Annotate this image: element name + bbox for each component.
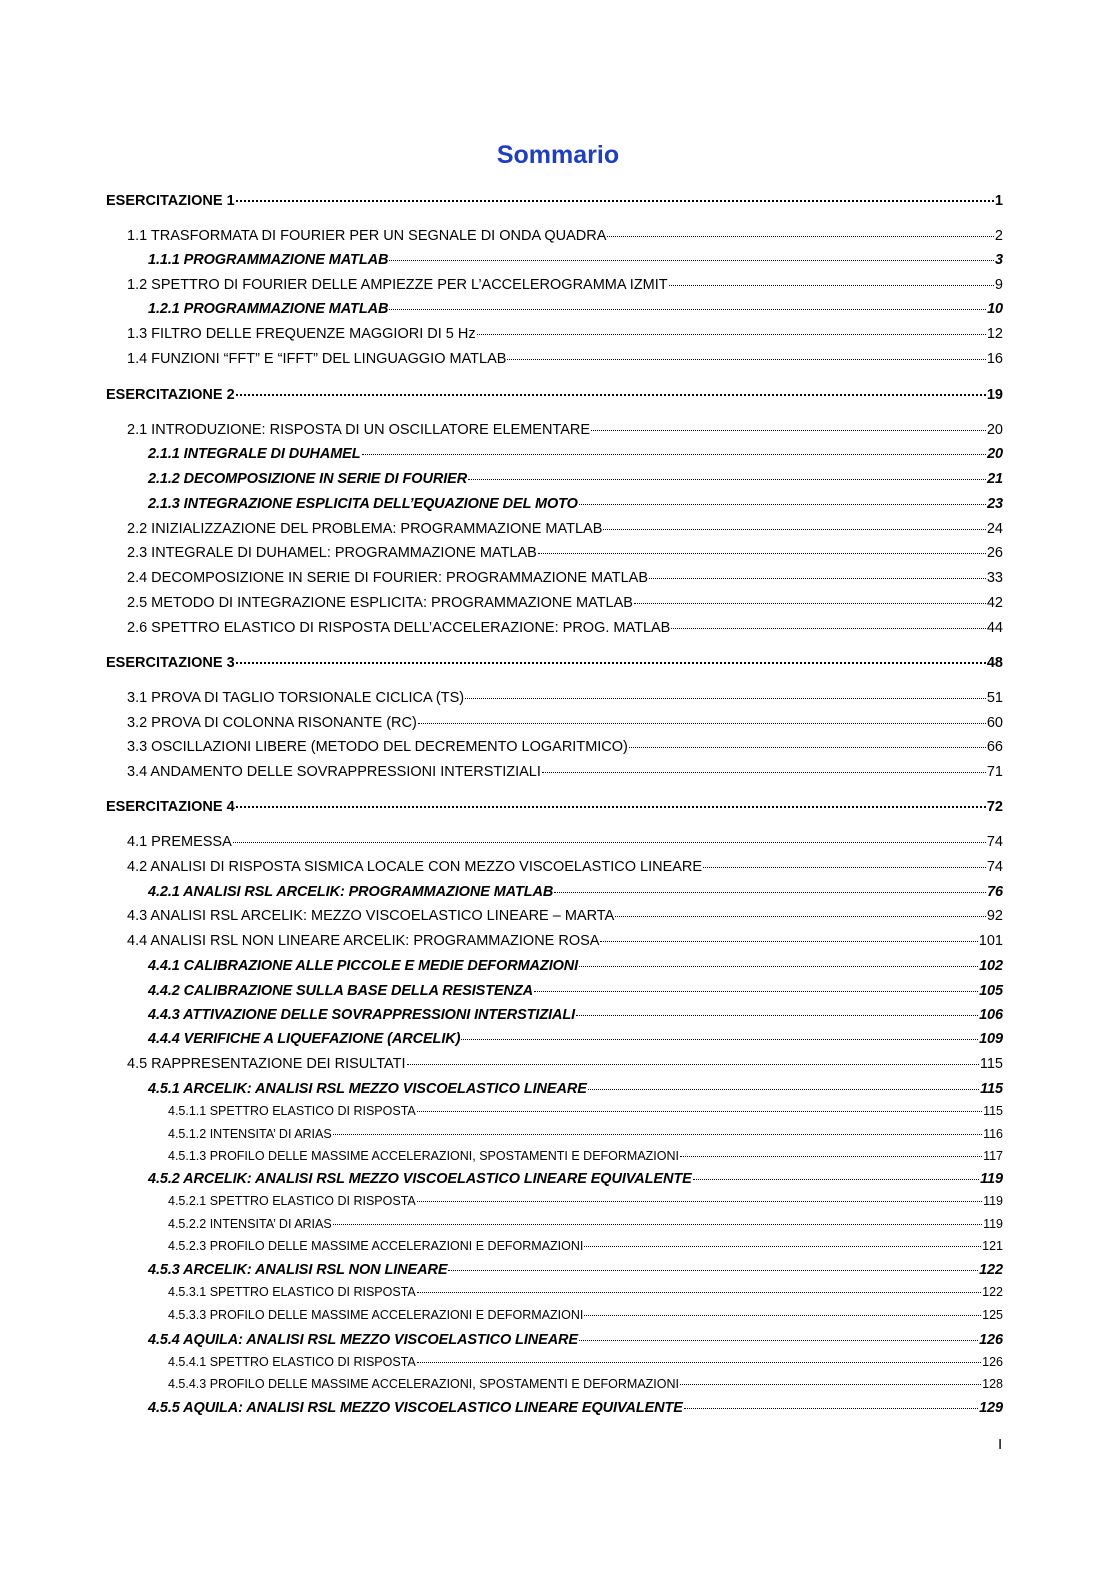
dot-leader xyxy=(538,553,986,554)
toc-entry-title: 4.2 ANALISI DI RISPOSTA SISMICA LOCALE CON MEZZO VISCOELASTICO LINEARE xyxy=(127,859,703,875)
toc-entry[interactable] xyxy=(148,252,1003,268)
toc-entry-page: 51 xyxy=(986,690,1003,706)
toc-entry-page: 12 xyxy=(986,326,1003,342)
toc-entry-page: 76 xyxy=(987,884,1003,900)
dot-leader xyxy=(468,479,986,480)
toc-entry-title: 2.3 INTEGRALE DI DUHAMEL: PROGRAMMAZIONE MATLAB xyxy=(127,545,537,561)
dot-leader xyxy=(417,1111,982,1112)
dot-leader xyxy=(649,578,986,579)
toc-entry-title: 4.5.1 ARCELIK: ANALISI RSL MEZZO VISCOELASTICO LINEARE xyxy=(148,1081,587,1097)
toc-entry-page: 72 xyxy=(986,799,1003,815)
dot-leader xyxy=(615,916,986,917)
toc-entry-page: 119 xyxy=(983,1194,1003,1208)
dot-leader xyxy=(591,430,986,431)
dot-leader xyxy=(236,662,986,664)
dot-leader xyxy=(629,747,986,748)
toc-entry-title: 4.5.2.3 PROFILO DELLE MASSIME ACCELERAZIONI E DEFORMAZIONI xyxy=(168,1239,584,1253)
toc-entry-title: 4.5.2.1 SPETTRO ELASTICO DI RISPOSTA xyxy=(168,1194,416,1208)
toc-entry[interactable] xyxy=(127,834,1003,850)
dot-leader xyxy=(418,723,986,724)
toc-entry-title: 4.5 RAPPRESENTAZIONE DEI RISULTATI xyxy=(127,1056,406,1072)
toc-entry-page: 115 xyxy=(979,1056,1003,1072)
toc-entry[interactable] xyxy=(127,620,1003,636)
toc-entry-page: 26 xyxy=(986,545,1003,561)
toc-entry[interactable] xyxy=(168,1239,1003,1253)
dot-leader xyxy=(703,867,986,868)
dot-leader xyxy=(236,394,986,396)
toc-entry-page: 109 xyxy=(979,1031,1003,1047)
toc-entry-page: 119 xyxy=(983,1217,1003,1231)
toc-entry[interactable] xyxy=(168,1308,1003,1322)
toc-entry-title: 4.4.4 VERIFICHE A LIQUEFAZIONE (ARCELIK) xyxy=(148,1031,461,1047)
dot-leader xyxy=(603,529,985,530)
toc-entry[interactable] xyxy=(168,1149,1003,1163)
toc-entry-title: 3.4 ANDAMENTO DELLE SOVRAPPRESSIONI INTERSTIZIALI xyxy=(127,764,541,780)
toc-entry[interactable] xyxy=(127,545,1003,561)
dot-leader xyxy=(507,359,985,360)
dot-leader xyxy=(680,1384,981,1385)
toc-entry-title: ESERCITAZIONE 4 xyxy=(106,799,235,815)
toc-entry-page: 128 xyxy=(982,1377,1003,1391)
toc-entry-title: 4.5.2.2 INTENSITA’ DI ARIAS xyxy=(168,1217,332,1231)
toc-entry-page: 33 xyxy=(986,570,1003,586)
toc-entry-page: 126 xyxy=(979,1332,1003,1348)
dot-leader xyxy=(579,966,978,967)
dot-leader xyxy=(584,1246,981,1247)
dot-leader xyxy=(461,1039,978,1040)
dot-leader xyxy=(407,1064,979,1065)
toc-entry-page: 10 xyxy=(987,301,1003,317)
dot-leader xyxy=(233,842,986,843)
dot-leader xyxy=(671,628,986,629)
toc-entry[interactable] xyxy=(168,1127,1003,1141)
toc-entry-page: 74 xyxy=(986,834,1003,850)
toc-entry-page: 117 xyxy=(983,1149,1003,1163)
toc-entry[interactable] xyxy=(148,446,1003,462)
dot-leader xyxy=(417,1362,981,1363)
toc-entry[interactable] xyxy=(148,496,1003,512)
toc-entry-title: 2.5 METODO DI INTEGRAZIONE ESPLICITA: PROGRAMMAZIONE MATLAB xyxy=(127,595,633,611)
toc-entry-title: 3.3 OSCILLAZIONI LIBERE (METODO DEL DECREMENTO LOGARITMICO) xyxy=(127,739,628,755)
dot-leader xyxy=(333,1134,982,1135)
toc-entry-title: ESERCITAZIONE 2 xyxy=(106,387,235,403)
toc-entry-page: 122 xyxy=(982,1285,1003,1299)
dot-leader xyxy=(693,1179,980,1180)
toc-entry-title: 4.5.2 ARCELIK: ANALISI RSL MEZZO VISCOELASTICO LINEARE EQUIVALENTE xyxy=(148,1171,692,1187)
toc-entry-page: 122 xyxy=(979,1262,1003,1278)
toc-entry[interactable] xyxy=(127,1056,1003,1072)
toc-entry-title: 4.1 PREMESSA xyxy=(127,834,232,850)
toc-entry-page: 20 xyxy=(986,422,1003,438)
toc-entry[interactable] xyxy=(106,193,1003,209)
toc-entry-page: 2 xyxy=(994,228,1003,244)
dot-leader xyxy=(584,1315,981,1316)
toc-entry-page: 20 xyxy=(987,446,1003,462)
toc-entry-title: 4.5.4.3 PROFILO DELLE MASSIME ACCELERAZIONI, SPOSTAMENTI E DEFORMAZIONI xyxy=(168,1377,679,1391)
toc-entry[interactable] xyxy=(168,1355,1003,1369)
toc-entry-title: 2.1 INTRODUZIONE: RISPOSTA DI UN OSCILLATORE ELEMENTARE xyxy=(127,422,591,438)
toc-entry[interactable] xyxy=(148,958,1003,974)
toc-entry[interactable] xyxy=(148,983,1003,999)
toc-entry-title: 4.4.3 ATTIVAZIONE DELLE SOVRAPPRESSIONI INTERSTIZIALI xyxy=(148,1007,576,1023)
toc-entry[interactable] xyxy=(148,1171,1003,1187)
toc-entry[interactable] xyxy=(127,521,1003,537)
toc-entry[interactable] xyxy=(106,655,1003,671)
toc-entry-page: 3 xyxy=(995,252,1003,268)
toc-entry[interactable] xyxy=(127,690,1003,706)
toc-entry-page: 106 xyxy=(979,1007,1003,1023)
dot-leader xyxy=(448,1270,978,1271)
dot-leader xyxy=(236,200,994,202)
dot-leader xyxy=(669,285,994,286)
toc-entry-page: 60 xyxy=(986,715,1003,731)
toc-entry[interactable] xyxy=(148,1332,1003,1348)
toc-entry-page: 16 xyxy=(986,351,1003,367)
dot-leader xyxy=(554,892,986,893)
toc-entry-page: 66 xyxy=(986,739,1003,755)
toc-entry[interactable] xyxy=(127,908,1003,924)
toc-entry-page: 101 xyxy=(978,933,1003,949)
toc-entry-page: 9 xyxy=(994,277,1003,293)
dot-leader xyxy=(417,1292,981,1293)
toc-entry[interactable] xyxy=(127,595,1003,611)
toc-entry[interactable] xyxy=(168,1104,1003,1118)
toc-entry[interactable] xyxy=(148,301,1003,317)
toc-entry-page: 105 xyxy=(979,983,1003,999)
toc-entry-page: 19 xyxy=(986,387,1003,403)
page-title: Sommario xyxy=(496,141,620,169)
toc-entry-title: 4.4 ANALISI RSL NON LINEARE ARCELIK: PROGRAMMAZIONE ROSA xyxy=(127,933,600,949)
toc-entry-title: 1.3 FILTRO DELLE FREQUENZE MAGGIORI DI 5 Hz xyxy=(127,326,476,342)
toc-entry-page: 23 xyxy=(987,496,1003,512)
dot-leader xyxy=(389,260,994,261)
dot-leader xyxy=(333,1224,982,1225)
toc-entry[interactable] xyxy=(148,884,1003,900)
dot-leader xyxy=(465,698,986,699)
toc-entry-page: 1 xyxy=(994,193,1003,209)
toc-entry-title: 3.1 PROVA DI TAGLIO TORSIONALE CICLICA (TS) xyxy=(127,690,465,706)
dot-leader xyxy=(634,603,986,604)
toc-entry[interactable] xyxy=(127,351,1003,367)
toc-entry-title: 4.5.3.1 SPETTRO ELASTICO DI RISPOSTA xyxy=(168,1285,416,1299)
dot-leader xyxy=(579,504,986,505)
dot-leader xyxy=(579,1340,978,1341)
toc-entry-page: 92 xyxy=(986,908,1003,924)
toc-entry-title: 2.1.1 INTEGRALE DI DUHAMEL xyxy=(148,446,361,462)
toc-entry-title: 2.4 DECOMPOSIZIONE IN SERIE DI FOURIER: PROGRAMMAZIONE MATLAB xyxy=(127,570,648,586)
toc-entry-page: 44 xyxy=(986,620,1003,636)
toc-entry[interactable] xyxy=(168,1377,1003,1391)
toc-entry[interactable] xyxy=(127,739,1003,755)
toc-entry-page: 116 xyxy=(983,1127,1003,1141)
toc-entry[interactable] xyxy=(148,1031,1003,1047)
toc-entry-page: 74 xyxy=(986,859,1003,875)
toc-entry[interactable] xyxy=(127,422,1003,438)
toc-entry-title: 1.2 SPETTRO DI FOURIER DELLE AMPIEZZE PER L’ACCELEROGRAMMA IZMIT xyxy=(127,277,668,293)
toc-entry-title: 4.5.1.3 PROFILO DELLE MASSIME ACCELERAZIONI, SPOSTAMENTI E DEFORMAZIONI xyxy=(168,1149,679,1163)
toc-entry-page: 48 xyxy=(986,655,1003,671)
toc-entry-page: 119 xyxy=(980,1171,1003,1187)
toc-entry-title: 1.1 TRASFORMATA DI FOURIER PER UN SEGNALE DI ONDA QUADRA xyxy=(127,228,607,244)
page-number: I xyxy=(998,1436,1003,1453)
toc-entry-title: 4.3 ANALISI RSL ARCELIK: MEZZO VISCOELASTICO LINEARE – MARTA xyxy=(127,908,615,924)
toc-entry-page: 115 xyxy=(980,1081,1003,1097)
toc-entry[interactable] xyxy=(127,326,1003,342)
dot-leader xyxy=(542,772,986,773)
toc-entry[interactable] xyxy=(148,471,1003,487)
toc-entry-title: 2.1.2 DECOMPOSIZIONE IN SERIE DI FOURIER xyxy=(148,471,468,487)
toc-entry-title: 2.6 SPETTRO ELASTICO DI RISPOSTA DELL’ACCELERAZIONE: PROG. MATLAB xyxy=(127,620,671,636)
dot-leader xyxy=(236,806,986,808)
toc-entry-title: 2.1.3 INTEGRAZIONE ESPLICITA DELL’EQUAZIONE DEL MOTO xyxy=(148,496,578,512)
toc-entry-title: 1.2.1 PROGRAMMAZIONE MATLAB xyxy=(148,301,389,317)
toc-entry-title: 4.4.1 CALIBRAZIONE ALLE PICCOLE E MEDIE DEFORMAZIONI xyxy=(148,958,579,974)
dot-leader xyxy=(389,309,986,310)
toc-entry-title: 4.2.1 ANALISI RSL ARCELIK: PROGRAMMAZIONE MATLAB xyxy=(148,884,554,900)
toc-entry-title: 2.2 INIZIALIZZAZIONE DEL PROBLEMA: PROGRAMMAZIONE MATLAB xyxy=(127,521,603,537)
toc-entry[interactable] xyxy=(127,277,1003,293)
dot-leader xyxy=(477,334,986,335)
toc-entry-page: 21 xyxy=(987,471,1003,487)
toc-entry[interactable] xyxy=(127,933,1003,949)
toc-entry-page: 126 xyxy=(982,1355,1003,1369)
dot-leader xyxy=(417,1201,982,1202)
toc-entry[interactable] xyxy=(168,1285,1003,1299)
dot-leader xyxy=(600,941,977,942)
toc-entry[interactable] xyxy=(106,799,1003,815)
dot-leader xyxy=(684,1408,978,1409)
toc-entry-title: 4.5.4.1 SPETTRO ELASTICO DI RISPOSTA xyxy=(168,1355,416,1369)
toc-entry-title: 3.2 PROVA DI COLONNA RISONANTE (RC) xyxy=(127,715,417,731)
dot-leader xyxy=(576,1015,978,1016)
toc-entry-title: 4.4.2 CALIBRAZIONE SULLA BASE DELLA RESISTENZA xyxy=(148,983,534,999)
toc-entry-title: 4.5.1.1 SPETTRO ELASTICO DI RISPOSTA xyxy=(168,1104,416,1118)
toc-entry-title: 1.1.1 PROGRAMMAZIONE MATLAB xyxy=(148,252,389,268)
toc-entry[interactable] xyxy=(148,1081,1003,1097)
dot-leader xyxy=(534,991,978,992)
toc-entry[interactable] xyxy=(106,387,1003,403)
toc-entry[interactable] xyxy=(127,764,1003,780)
toc-entry-title: 4.5.5 AQUILA: ANALISI RSL MEZZO VISCOELASTICO LINEARE EQUIVALENTE xyxy=(148,1400,683,1416)
toc-entry-page: 102 xyxy=(979,958,1003,974)
toc-entry-page: 42 xyxy=(986,595,1003,611)
toc-entry-title: ESERCITAZIONE 1 xyxy=(106,193,235,209)
dot-leader xyxy=(362,454,987,455)
toc-entry-page: 125 xyxy=(982,1308,1003,1322)
toc-entry[interactable] xyxy=(148,1007,1003,1023)
toc-entry-page: 129 xyxy=(979,1400,1003,1416)
toc-entry-title: 4.5.1.2 INTENSITA’ DI ARIAS xyxy=(168,1127,332,1141)
toc-entry-page: 115 xyxy=(983,1104,1003,1118)
toc-entry[interactable] xyxy=(127,570,1003,586)
dot-leader xyxy=(680,1156,982,1157)
toc-entry-title: 1.4 FUNZIONI “FFT” E “IFFT” DEL LINGUAGGIO MATLAB xyxy=(127,351,507,367)
toc-entry[interactable] xyxy=(148,1262,1003,1278)
toc-entry-title: 4.5.3.3 PROFILO DELLE MASSIME ACCELERAZIONI E DEFORMAZIONI xyxy=(168,1308,584,1322)
toc-entry[interactable] xyxy=(127,715,1003,731)
dot-leader xyxy=(607,236,994,237)
toc-entry-title: 4.5.4 AQUILA: ANALISI RSL MEZZO VISCOELASTICO LINEARE xyxy=(148,1332,579,1348)
toc-entry[interactable] xyxy=(168,1217,1003,1231)
toc-entry-page: 121 xyxy=(982,1239,1003,1253)
toc-entry[interactable] xyxy=(127,228,1003,244)
dot-leader xyxy=(588,1089,979,1090)
toc-entry-title: ESERCITAZIONE 3 xyxy=(106,655,235,671)
toc-entry-title: 4.5.3 ARCELIK: ANALISI RSL NON LINEARE xyxy=(148,1262,448,1278)
toc-entry[interactable] xyxy=(148,1400,1003,1416)
toc-entry[interactable] xyxy=(127,859,1003,875)
toc-entry[interactable] xyxy=(168,1194,1003,1208)
toc-entry-page: 24 xyxy=(986,521,1003,537)
toc-entry-page: 71 xyxy=(986,764,1003,780)
